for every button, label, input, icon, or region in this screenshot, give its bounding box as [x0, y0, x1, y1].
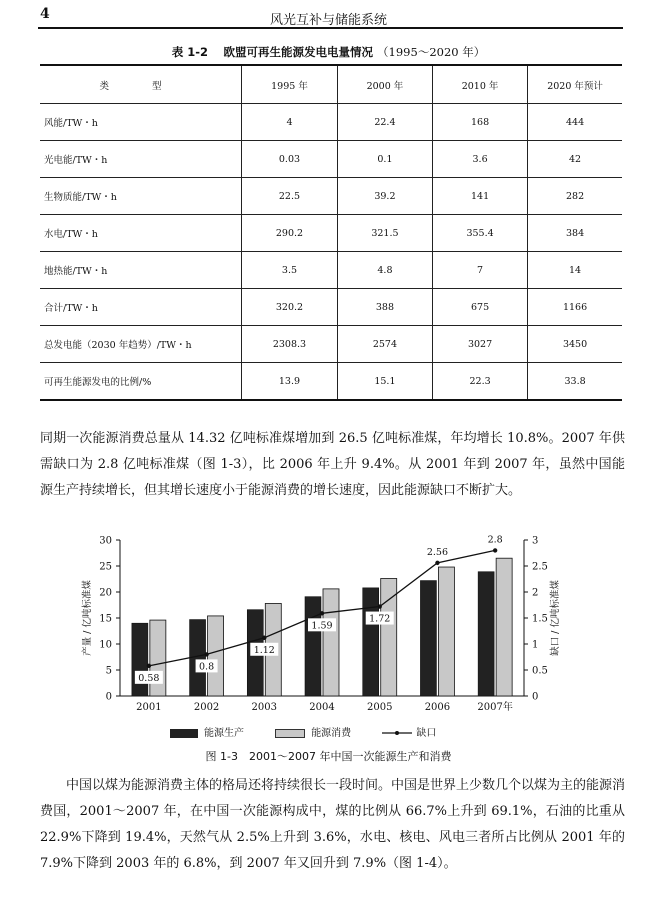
- table-cell: 1166: [528, 289, 622, 326]
- table-cell: 22.4: [337, 104, 432, 141]
- y2-tick-label: 1: [532, 639, 539, 651]
- table-row-label: 光电能/TW・h: [40, 141, 242, 178]
- table-caption-label: 表 1-2: [171, 45, 209, 59]
- table-cell: 42: [528, 141, 622, 178]
- table-header-cell: 1995 年: [242, 65, 338, 104]
- table-cell: 2574: [337, 326, 432, 363]
- x-tick-label: 2005: [366, 702, 393, 713]
- gap-point: [378, 604, 382, 608]
- y-tick-label: 30: [99, 535, 112, 547]
- table-row-label: 风能/TW・h: [40, 104, 242, 141]
- table-cell: 4: [242, 104, 338, 141]
- bar-production: [363, 588, 379, 696]
- gap-label: 0.58: [138, 672, 160, 684]
- header-rule: [38, 27, 623, 29]
- table-cell: 168: [433, 104, 528, 141]
- bar-production: [420, 581, 436, 696]
- x-tick-label: 2001: [136, 702, 162, 713]
- table-header-row: [40, 65, 622, 104]
- table-header-cell: 2020 年预计: [528, 65, 622, 104]
- table-row-label: 合计/TW・h: [40, 289, 242, 326]
- y-tick-label: 0: [105, 691, 112, 703]
- legend-label-consumption: 能源消费: [311, 728, 352, 739]
- gap-point: [262, 636, 266, 640]
- y-tick-label: 5: [105, 665, 112, 677]
- table-cell: 290.2: [242, 215, 338, 252]
- table-row: [40, 178, 622, 215]
- gap-label: 2.8: [487, 534, 503, 546]
- table-row: [40, 326, 622, 363]
- table-cell: 13.9: [242, 363, 338, 401]
- bar-consumption: [323, 589, 339, 696]
- legend-production: [170, 728, 247, 739]
- gap-point: [320, 611, 324, 615]
- gap-point: [493, 548, 497, 552]
- table-cell: 320.2: [242, 289, 338, 326]
- table-row: [40, 289, 622, 326]
- table-cell: 3027: [433, 326, 528, 363]
- legend-consumption: [275, 728, 354, 739]
- gap-point: [204, 652, 208, 656]
- legend-gap: [382, 728, 436, 739]
- x-tick-label: 2004: [309, 702, 335, 713]
- gap-label: 2.56: [426, 546, 449, 558]
- table-cell: 22.3: [433, 363, 528, 401]
- y2-tick-label: 2.5: [532, 561, 548, 573]
- table-cell: 4.8: [337, 252, 432, 289]
- bar-consumption: [150, 620, 166, 696]
- energy-table: [40, 64, 622, 401]
- y2-tick-label: 1.5: [532, 613, 548, 625]
- table-cell: 3.6: [433, 141, 528, 178]
- y-tick-label: 25: [99, 561, 112, 573]
- table-cell: 0.1: [337, 141, 432, 178]
- table-row-label: 水电/TW・h: [40, 215, 242, 252]
- table-cell: 22.5: [242, 178, 338, 215]
- page-number: 4: [40, 6, 50, 22]
- table-row-label: 可再生能源发电的比例/%: [40, 363, 242, 401]
- paragraph-1: 同期一次能源消费总量从 14.32 亿吨标准煤增加到 26.5 亿吨标准煤，年均增长 10.8%。2007 年供需缺口为 2.8 亿吨标准煤（图 1-3），比 2006 年上升 9.4%。从 2001 年到 2007 年，虽然中国能源生产持续增长，但其增长速度小于能源消费的增长速度，因此能源缺口不断扩大。: [40, 431, 625, 498]
- table-cell: 15.1: [337, 363, 432, 401]
- table-caption: [0, 44, 657, 60]
- table-row: [40, 141, 622, 178]
- bar-consumption: [208, 616, 224, 696]
- x-tick-label: 2002: [193, 702, 220, 713]
- gap-point: [147, 664, 151, 668]
- bar-production: [305, 597, 321, 696]
- gap-label: 1.59: [311, 620, 333, 632]
- bar-consumption: [438, 567, 454, 696]
- figure-caption: 图 1-3 2001～2007 年中国一次能源生产和消费: [205, 750, 452, 763]
- bar-production: [132, 623, 148, 696]
- table-cell: 2308.3: [242, 326, 338, 363]
- table-cell: 7: [433, 252, 528, 289]
- table-header-cell: 2010 年: [433, 65, 528, 104]
- running-title: 风光互补与储能系统: [269, 13, 387, 28]
- legend-label-production: 能源生产: [204, 728, 244, 739]
- x-tick-label: 2003: [251, 702, 278, 713]
- table-header-cell: 类 型: [40, 65, 242, 104]
- legend-label-gap: 缺口: [416, 728, 437, 739]
- chart-legend: [170, 724, 570, 740]
- table-cell: 384: [528, 215, 622, 252]
- table-caption-text: 欧盟可再生能源发电电量情况: [223, 45, 374, 59]
- y2-tick-label: 2: [532, 587, 539, 599]
- x-tick-label: 2007年: [477, 702, 513, 713]
- gap-point: [435, 561, 439, 565]
- y2-axis-title: 缺口 / 亿吨标准煤: [550, 580, 561, 656]
- legend-swatch-consumption: [275, 729, 305, 738]
- gap-label: 1.72: [369, 613, 391, 625]
- y2-tick-label: 0: [532, 691, 539, 703]
- table-cell: 39.2: [337, 178, 432, 215]
- table-cell: 355.4: [433, 215, 528, 252]
- table-cell: 3.5: [242, 252, 338, 289]
- table-cell: 33.8: [528, 363, 622, 401]
- table-row: [40, 215, 622, 252]
- table-row: [40, 104, 622, 141]
- y-axis-title: 产量 / 亿吨标准煤: [82, 580, 93, 656]
- legend-swatch-production: [170, 729, 198, 738]
- table-cell: 675: [433, 289, 528, 326]
- table-row-label: 生物质能/TW・h: [40, 178, 242, 215]
- energy-chart: [78, 528, 561, 718]
- table-cell: 444: [528, 104, 622, 141]
- y-tick-label: 20: [99, 587, 112, 599]
- y2-tick-label: 0.5: [532, 665, 548, 677]
- table-caption-years: （1995～2020 年）: [377, 45, 486, 59]
- table-cell: 141: [433, 178, 528, 215]
- table-row-label: 地热能/TW・h: [40, 252, 242, 289]
- table-row-label: 总发电能（2030 年趋势）/TW・h: [40, 326, 242, 363]
- table-row: [40, 363, 622, 401]
- table-cell: 3450: [528, 326, 622, 363]
- gap-label: 1.12: [253, 644, 275, 656]
- table-cell: 321.5: [337, 215, 432, 252]
- table-row: [40, 252, 622, 289]
- bar-production: [478, 572, 494, 696]
- paragraph-2: 中国以煤为能源消费主体的格局还将持续很长一段时间。中国是世界上少数几个以煤为主的能源消费国，2001～2007 年，在中国一次能源构成中，煤的比例从 66.7%上升到 69.1%，石油的比重从 22.9%下降到 19.4%，天然气从 2.5%上升到 3.6%，水电、核电、风电三者所占比例从 2001 年的 7.9%下降到 2003 年的 6.8%，到 2007 年又回升到 7.9%（图 1-4）。: [40, 778, 626, 871]
- table-cell: 14: [528, 252, 622, 289]
- gap-label: 0.8: [199, 661, 215, 673]
- y-tick-label: 10: [99, 639, 112, 651]
- table-header-cell: 2000 年: [337, 65, 432, 104]
- legend-swatch-gap: [382, 728, 412, 738]
- table-cell: 282: [528, 178, 622, 215]
- table-cell: 0.03: [242, 141, 338, 178]
- table-cell: 388: [337, 289, 432, 326]
- bar-consumption: [496, 558, 512, 696]
- x-tick-label: 2006: [424, 702, 451, 713]
- y-tick-label: 15: [99, 613, 112, 625]
- y2-tick-label: 3: [532, 535, 539, 547]
